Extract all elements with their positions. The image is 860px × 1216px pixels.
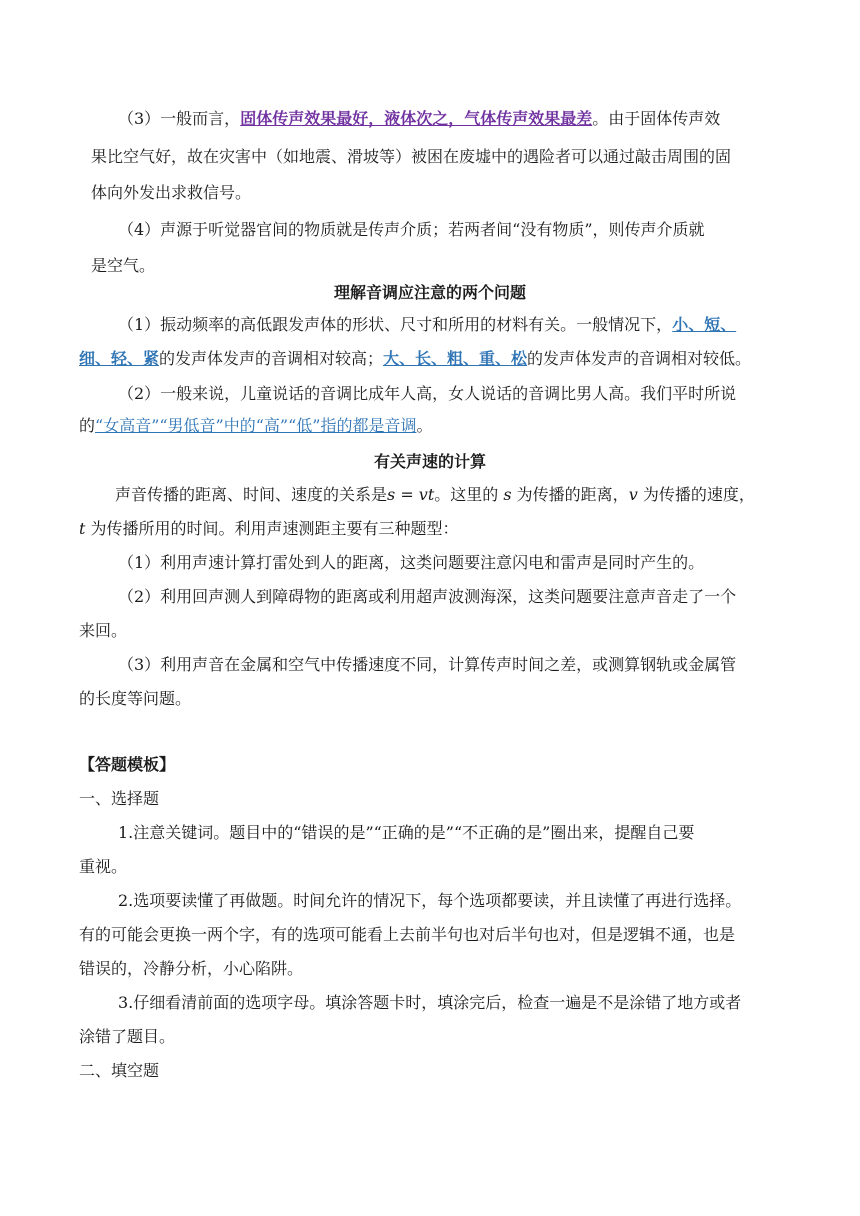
- tip-1-line-1: 1.注意关键词。题目中的“错误的是”“正确的是”“不正确的是”圈出来，提醒自己要: [118, 823, 695, 842]
- speed-item-3-line-1: （3）利用声音在金属和空气中传播速度不同，计算传声时间之差，或测算钢轨或金属管: [118, 655, 737, 674]
- speed-item-2-line-1: （2）利用回声测人到障碍物的距离或利用超声波测海深，这类问题要注意声音走了一个: [118, 587, 737, 606]
- pitch-item-2-line-1: （2）一般来说，儿童说话的音调比成年人高，女人说话的音调比男人高。我们平时所说: [118, 384, 737, 403]
- pitch-item-1-highlight-high-a: 小、短、: [672, 315, 737, 334]
- choice-question-title: 一、选择题: [79, 789, 160, 808]
- tip-2-line-1: 2.选项要读懂了再做题。时间允许的情况下，每个选项都要读，并且读懂了再进行选择。: [118, 891, 742, 910]
- section-speed-title: 有关声速的计算: [373, 452, 486, 471]
- pitch-item-1-highlight-low: 大、长、粗、重、松: [383, 349, 528, 368]
- paragraph-3-line-2: 果比空气好，故在灾害中（如地震、滑坡等）被困在废墟中的遇险者可以通过敲击周围的固: [91, 147, 732, 166]
- pitch-item-2-line-2: [79, 415, 432, 437]
- speed-item-3-line-2: 的长度等问题。: [79, 689, 192, 708]
- pitch-item-2-suffix: 。: [416, 416, 433, 435]
- var-v: v: [628, 485, 638, 504]
- tip-2-line-2: 有的可能会更换一两个字，有的选项可能看上去前半句也对后半句也对，但是逻辑不通，也是: [79, 925, 736, 944]
- var-s: s: [503, 485, 512, 504]
- speed-intro-part1: 声音传播的距离、时间、速度的关系是: [115, 485, 388, 504]
- var-t: t: [79, 519, 86, 538]
- pitch-item-1-prefix: （1）振动频率的高低跟发声体的形状、尺寸和所用的材料有关。一般情况下，: [118, 315, 673, 334]
- paragraph-3-suffix: 。由于固体传声效: [592, 109, 721, 128]
- pitch-item-1-mid: 的发声体发声的音调相对较高；: [159, 349, 384, 368]
- pitch-item-2-highlight: “女高音”“男低音”中的“高”“低”指的都是音调: [95, 416, 417, 435]
- section-pitch-title: 理解音调应注意的两个问题: [333, 283, 526, 302]
- paragraph-3-highlight: 固体传声效果最好，液体次之，气体传声效果最差: [240, 109, 593, 128]
- answer-template-title: 【答题模板】: [79, 755, 176, 774]
- paragraph-3-line-3: 体向外发出求救信号。: [91, 183, 252, 202]
- pitch-item-1-suffix: 的发声体发声的音调相对较低。: [527, 349, 752, 368]
- speed-intro-part3: 为传播的距离，: [511, 485, 629, 504]
- tip-2-line-3: 错误的，冷静分析，小心陷阱。: [79, 959, 304, 978]
- pitch-item-1-line-2: [79, 348, 751, 370]
- tip-3-line-2: 涂错了题目。: [79, 1027, 176, 1046]
- tip-1-line-2: 重视。: [79, 857, 128, 876]
- speed-intro-part2: 。这里的: [434, 485, 504, 504]
- pitch-item-2-prefix: 的: [79, 416, 96, 435]
- speed-intro-line-2: [79, 518, 459, 540]
- paragraph-3-prefix: （3）一般而言，: [118, 109, 241, 128]
- speed-intro-line-1: [115, 484, 755, 506]
- tip-3-line-1: 3.仔细看清前面的选项字母。填涂答题卡时，填涂完后，检查一遍是不是涂错了地方或者: [118, 993, 742, 1012]
- paragraph-4-line-2: 是空气。: [91, 256, 156, 275]
- paragraph-4-line-1: （4）声源于听觉器官间的物质就是传声介质；若两者间“没有物质”，则传声介质就: [118, 220, 705, 239]
- speed-item-1: （1）利用声速计算打雷处到人的距离，这类问题要注意闪电和雷声是同时产生的。: [118, 553, 705, 572]
- speed-intro-part5: 为传播所用的时间。利用声速测距主要有三种题型：: [85, 519, 459, 538]
- speed-formula: s = vt: [387, 485, 435, 504]
- paragraph-3-line-1: [118, 108, 720, 130]
- pitch-item-1-line-1: [118, 314, 736, 336]
- pitch-item-1-highlight-high-b: 细、轻、紧: [79, 349, 160, 368]
- fill-blank-title: 二、填空题: [79, 1061, 160, 1080]
- speed-item-2-line-2: 来回。: [79, 621, 128, 640]
- speed-intro-part4: 为传播的速度，: [637, 485, 755, 504]
